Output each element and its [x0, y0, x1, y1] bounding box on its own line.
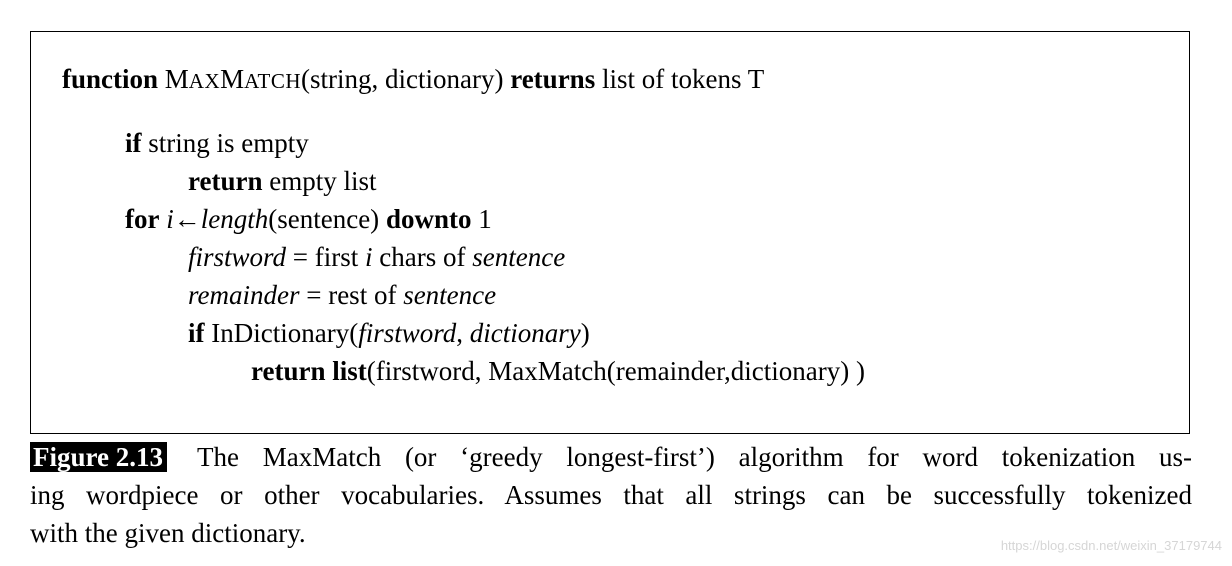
loop-variable: i — [166, 204, 174, 234]
remainder-line — [188, 279, 496, 311]
remainder-variable: remainder — [188, 280, 300, 310]
algorithm-header-line — [62, 63, 764, 97]
caption-line-2: ing wordpiece or other vocabularies. Assumes that all strings can be successfully tokenized — [30, 480, 1192, 510]
caption-line-1 — [30, 438, 1192, 476]
indictionary-close: ) — [580, 318, 590, 348]
length-argument: (sentence) — [268, 204, 380, 234]
return-list-line — [251, 355, 865, 387]
keyword-if: if — [125, 128, 142, 158]
condition-text: string is empty — [148, 128, 309, 158]
keyword-function: function — [62, 64, 159, 94]
firstword-assign: = first — [286, 242, 366, 272]
keyword-if: if — [188, 318, 205, 348]
remainder-sentence: sentence — [403, 280, 497, 310]
caption-text-1: The MaxMatch (or ‘greedy longest-first’) algorithm for word tokenization us- — [197, 442, 1192, 472]
if-dictionary-line — [188, 317, 590, 349]
firstword-index: i — [365, 242, 373, 272]
return-value: empty list — [269, 166, 377, 196]
return-empty-line — [188, 165, 377, 197]
function-name: MAXMATCH — [164, 64, 301, 94]
remainder-assign: = rest of — [299, 280, 404, 310]
figure-label: Figure 2.13 — [30, 442, 167, 472]
firstword-variable: firstword — [188, 242, 287, 272]
keyword-downto: downto — [385, 204, 472, 234]
firstword-sentence: sentence — [472, 242, 566, 272]
algorithm-box — [30, 31, 1190, 434]
indictionary-arg2: dictionary — [469, 318, 581, 348]
keyword-return: return — [251, 356, 326, 386]
assign-arrow: ← — [173, 204, 201, 234]
loop-end-value: 1 — [478, 204, 492, 234]
indictionary-arg1: firstword — [358, 318, 457, 348]
watermark: https://blog.csdn.net/weixin_37179744 — [1000, 538, 1222, 553]
keyword-list: list — [332, 356, 367, 386]
keyword-return: return — [188, 166, 263, 196]
figure-caption — [30, 438, 1192, 552]
firstword-mid: chars of — [372, 242, 473, 272]
indictionary-comma: , — [456, 318, 470, 348]
caption-line-3: with the given dictionary. — [30, 518, 306, 548]
function-params: (string, dictionary) — [301, 64, 504, 94]
length-function: length — [200, 204, 269, 234]
return-list-args: (firstword, MaxMatch(remainder,dictionary) ) — [366, 356, 865, 386]
if-empty-line — [125, 127, 309, 159]
keyword-returns: returns — [510, 64, 596, 94]
indictionary-function: InDictionary( — [211, 318, 359, 348]
return-description: list of tokens T — [601, 64, 765, 94]
keyword-for: for — [125, 204, 160, 234]
for-loop-line — [125, 203, 492, 235]
firstword-line — [188, 241, 565, 273]
